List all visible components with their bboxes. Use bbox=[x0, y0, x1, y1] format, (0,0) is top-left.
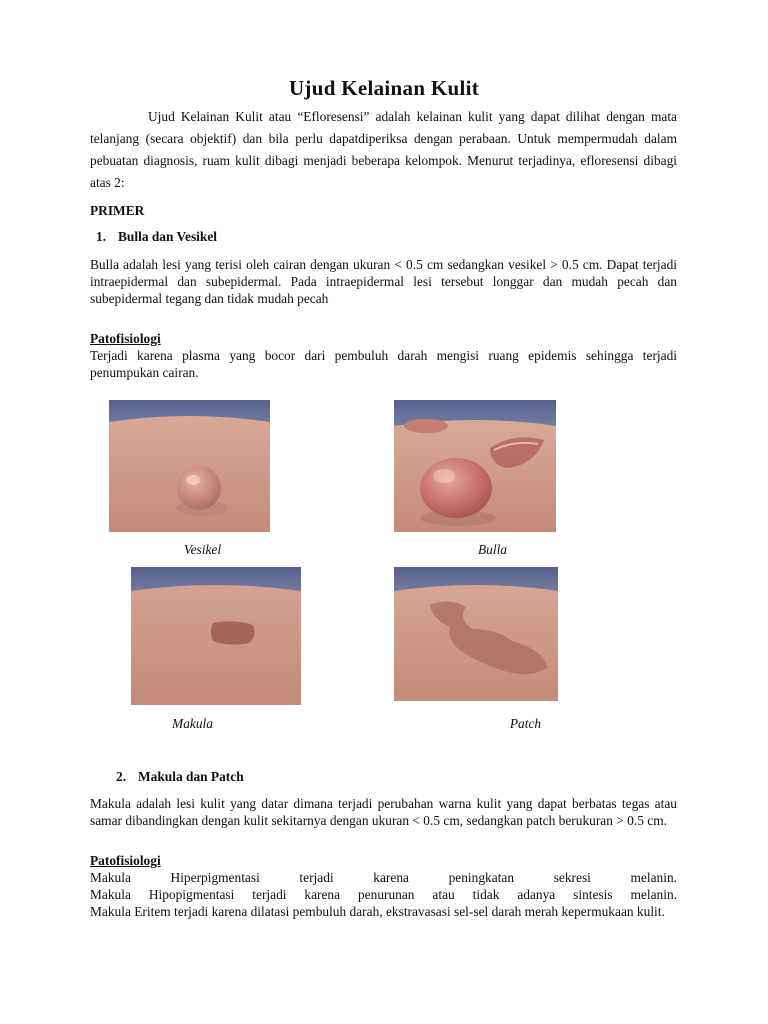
makula-image bbox=[131, 567, 301, 705]
section2-body: Makula adalah lesi kulit yang datar dimana terjadi perubahan warna kulit yang dapat berbatas tegas atau samar dibandingkan dengan kulit sekitarnya dengan ukuran < 0.5 cm, sedangkan patch berukuran > 0.5 cm. bbox=[90, 796, 677, 828]
pato-line-eritem: Makula Eritem terjadi karena dilatasi pembuluh darah, ekstravasasi sel-sel darah merah kepermukaan kulit. bbox=[90, 904, 665, 919]
section1-heading bbox=[96, 229, 217, 245]
patch-caption: Patch bbox=[509, 716, 542, 731]
makula-caption: Makula bbox=[172, 716, 213, 731]
vesikel-image bbox=[109, 400, 270, 532]
section2-number: 2. bbox=[116, 769, 127, 784]
pato-line-hiperpigmentasi: Makula Hiperpigmentasi terjadi karena peningkatan sekresi melanin. bbox=[90, 870, 677, 885]
section2-pato-body bbox=[90, 869, 677, 920]
section2-title: Makula dan Patch bbox=[138, 769, 244, 784]
vesikel-caption: Vesikel bbox=[183, 542, 222, 557]
section2-heading bbox=[116, 769, 244, 785]
bulla-image bbox=[394, 400, 556, 532]
section1-pato-body: Terjadi karena plasma yang bocor dari pembuluh darah mengisi ruang epidemis sehingga terjadi penumpukan cairan. bbox=[90, 348, 677, 380]
intro-paragraph: Ujud Kelainan Kulit atau “Efloresensi” adalah kelainan kulit yang dapat dilihat dengan mata telanjang (secara objektif) dan bila perlu dapatdiperiksa dengan perabaan. Untuk mempermudah dalam pebuatan diagnosis, ruam kulit dibagi menjadi beberapa kelompok. Menurut terjadinya, efloresensi dibagi atas 2: bbox=[90, 109, 677, 190]
section1-number: 1. bbox=[96, 229, 107, 244]
section2-pato-heading: Patofisiologi bbox=[90, 853, 161, 868]
section1-title: Bulla dan Vesikel bbox=[118, 229, 217, 244]
pato-line-hipopigmentasi: Makula Hipopigmentasi terjadi karena penurunan atau tidak adanya sintesis melanin. bbox=[90, 887, 677, 902]
document-title: Ujud Kelainan Kulit bbox=[288, 76, 480, 100]
bulla-caption: Bulla bbox=[477, 542, 507, 557]
section1-pato-heading: Patofisiologi bbox=[90, 331, 161, 346]
primer-heading: PRIMER bbox=[90, 203, 145, 218]
patch-image bbox=[394, 567, 558, 701]
section1-body: Bulla adalah lesi yang terisi oleh cairan dengan ukuran < 0.5 cm sedangkan vesikel > 0.5 cm. Dapat terjadi intraepidermal dan subepidermal. Pada intraepidermal lesi tersebut longgar dan mudah pecah dan subepidermal tegang dan tidak mudah pecah bbox=[90, 257, 677, 306]
